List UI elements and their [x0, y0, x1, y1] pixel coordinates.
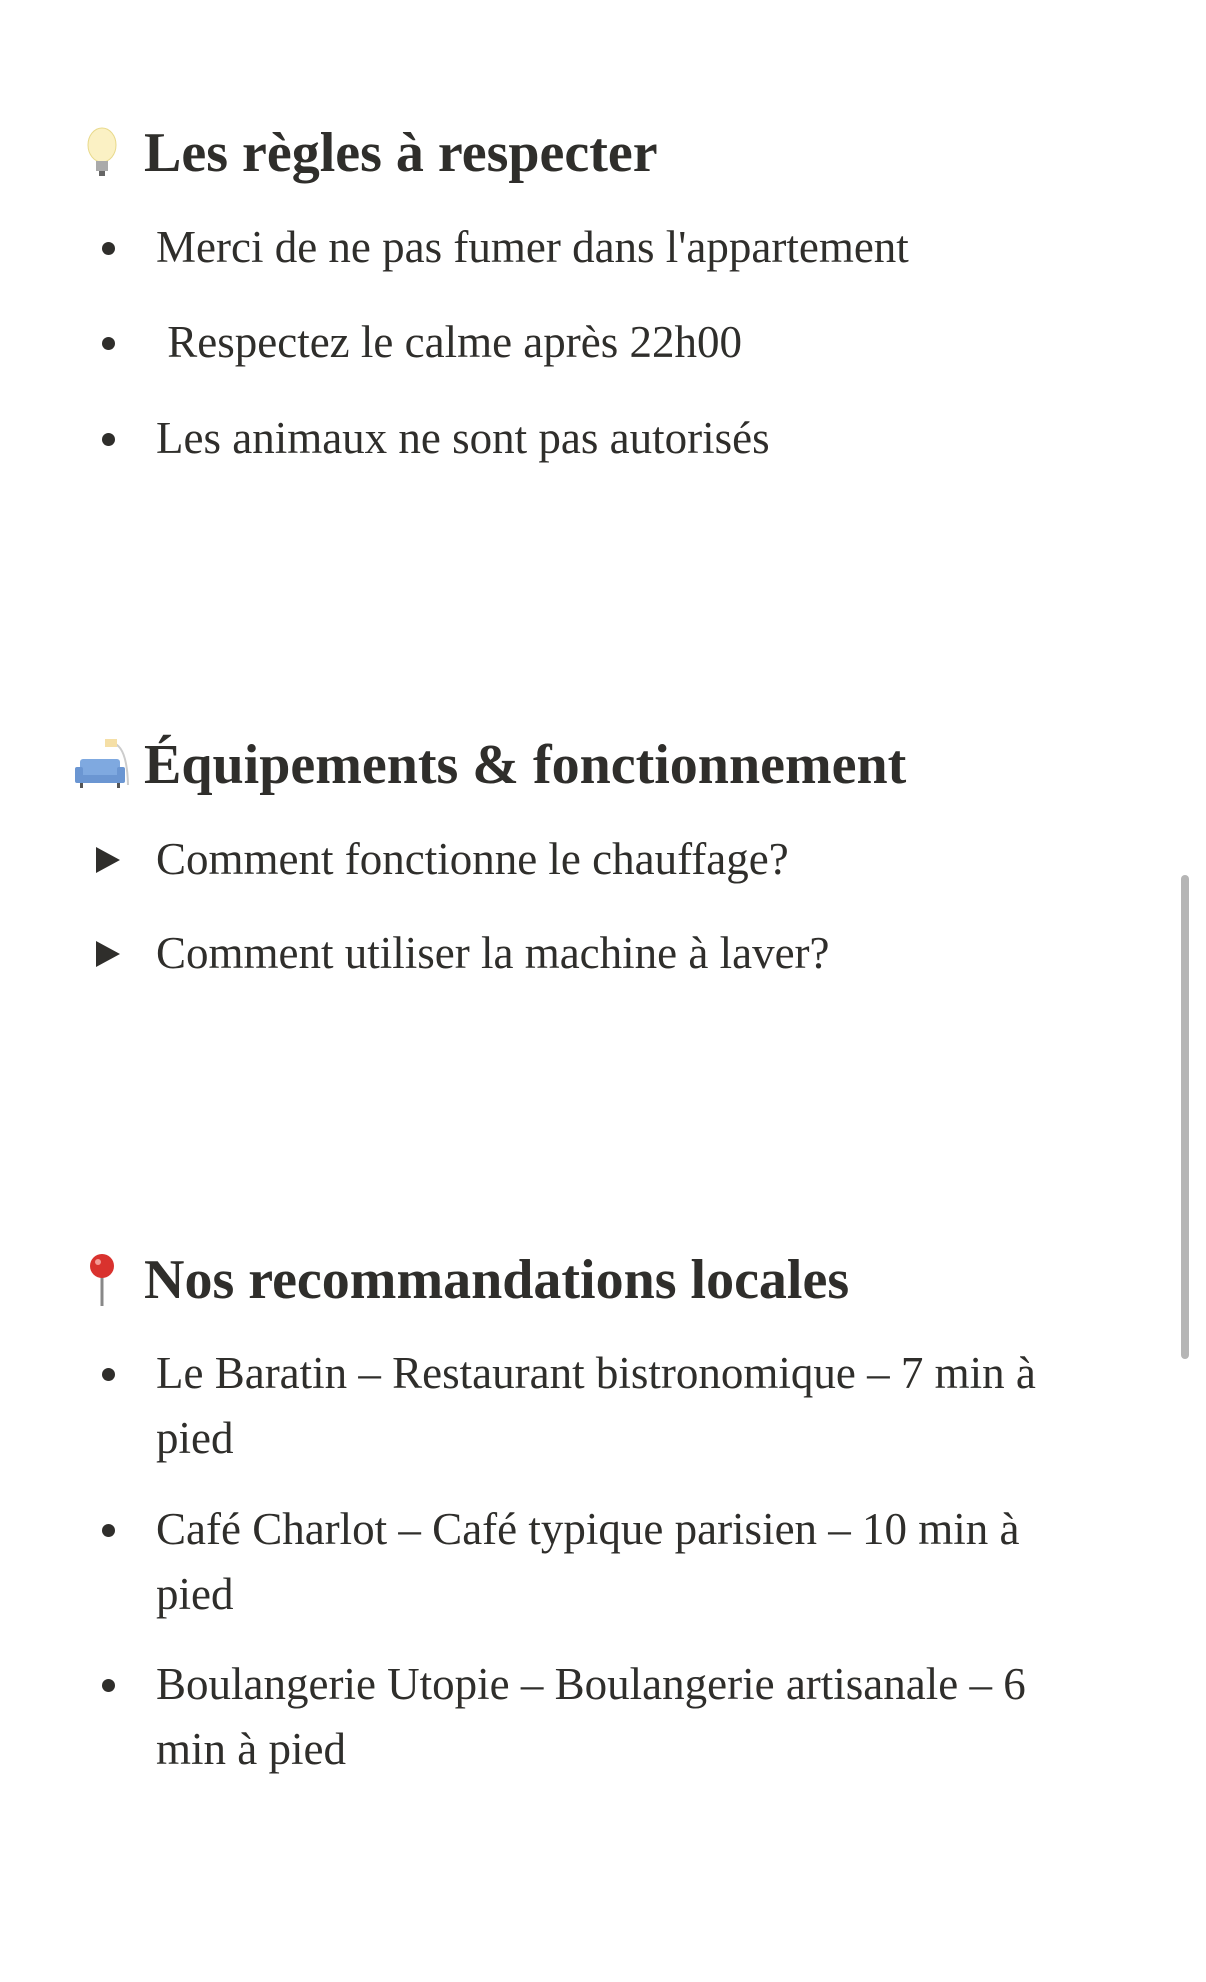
heading-rules: [72, 118, 658, 188]
bullet-icon: [102, 337, 115, 350]
heading-equipment: [72, 730, 906, 800]
list-item: [96, 215, 1106, 280]
list-item-text: Boulangerie Utopie – Boulangerie artisanale – 6 min à pied: [156, 1659, 1026, 1774]
list-item-text: Les animaux ne sont pas autorisés: [156, 413, 770, 463]
round-pushpin-icon: [72, 1250, 132, 1310]
toggle-triangle-icon[interactable]: [96, 941, 120, 967]
toggle-triangle-icon[interactable]: [96, 847, 120, 873]
bullet-icon: [102, 1524, 115, 1537]
heading-text: Nos recommandations locales: [144, 1249, 850, 1311]
list-item: [96, 1652, 1106, 1782]
list-item-text: Le Baratin – Restaurant bistronomique – 7 min à pied: [156, 1348, 1036, 1463]
toggle-item-heating[interactable]: [96, 827, 1106, 892]
heading-text: Équipements & fonctionnement: [144, 734, 907, 796]
heading-recommendations: [72, 1245, 849, 1315]
list-item: [96, 1497, 1106, 1627]
scrollbar[interactable]: [1181, 875, 1189, 1359]
light-bulb-icon: [72, 123, 132, 183]
bullet-icon: [102, 242, 115, 255]
list-item: [96, 310, 1106, 375]
list-item-text: Café Charlot – Café typique parisien – 10 min à pied: [156, 1504, 1020, 1619]
bullet-icon: [102, 1679, 115, 1692]
toggle-text: Comment utiliser la machine à laver?: [156, 928, 830, 978]
bullet-icon: [102, 1368, 115, 1381]
couch-and-lamp-icon: [72, 735, 132, 795]
list-item: [96, 406, 1106, 471]
toggle-item-washing-machine[interactable]: [96, 921, 1106, 986]
heading-text: Les règles à respecter: [144, 122, 658, 184]
list-item-text: Merci de ne pas fumer dans l'appartement: [156, 222, 909, 272]
list-item: [96, 1341, 1106, 1471]
bullet-icon: [102, 433, 115, 446]
list-item-text: Respectez le calme après 22h00: [156, 317, 742, 367]
toggle-text: Comment fonctionne le chauffage?: [156, 834, 789, 884]
